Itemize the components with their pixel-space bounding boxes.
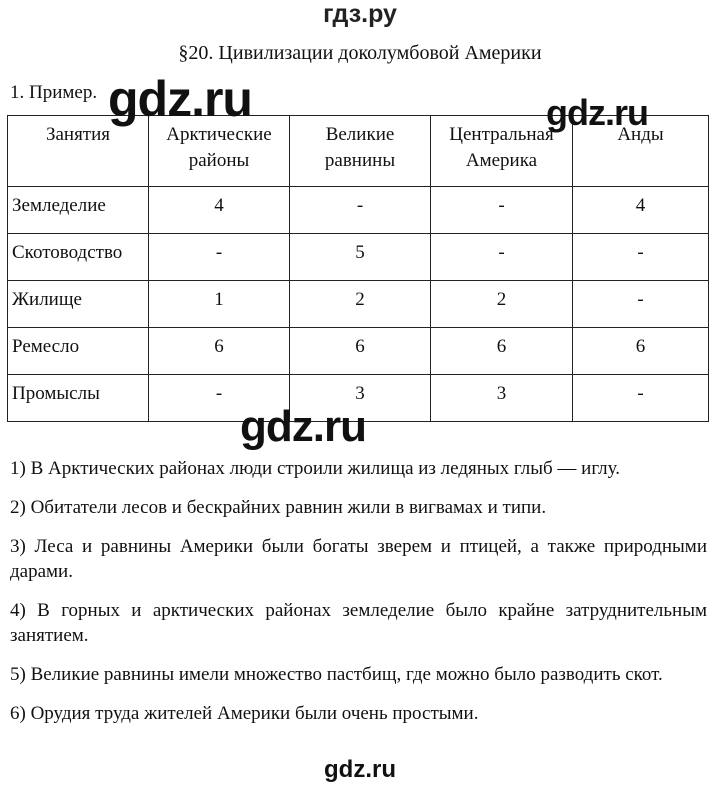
table-cell: 3 bbox=[290, 375, 431, 422]
table-cell: 4 bbox=[573, 187, 709, 234]
row-label: Промыслы bbox=[8, 375, 149, 422]
table-cell: - bbox=[290, 187, 431, 234]
table-row bbox=[8, 234, 709, 281]
table-cell: 1 bbox=[149, 281, 290, 328]
table-cell: 6 bbox=[573, 328, 709, 375]
table-cell: 4 bbox=[149, 187, 290, 234]
occupations-table bbox=[7, 115, 709, 422]
column-header: Арктические районы bbox=[149, 116, 290, 187]
column-header: Великие равнины bbox=[290, 116, 431, 187]
table-cell: 5 bbox=[290, 234, 431, 281]
table-cell: - bbox=[573, 375, 709, 422]
table-cell: 2 bbox=[431, 281, 573, 328]
table-cell: 6 bbox=[290, 328, 431, 375]
paragraph: 4) В горных и арктических районах земледелие было крайне затруднительным занятием. bbox=[10, 600, 707, 646]
paragraph: 5) Великие равнины имели множество пастбищ, где можно было разводить скот. bbox=[10, 664, 663, 685]
table-cell: - bbox=[149, 234, 290, 281]
table-row bbox=[8, 281, 709, 328]
watermark-footer: gdz.ru bbox=[324, 756, 396, 783]
table-cell: - bbox=[431, 187, 573, 234]
site-name: гдз.ру bbox=[323, 0, 397, 28]
column-header: Занятия bbox=[8, 116, 149, 187]
column-header: Центральная Америка bbox=[431, 116, 573, 187]
watermark: gdz.ru bbox=[240, 402, 366, 451]
table-cell: 2 bbox=[290, 281, 431, 328]
table-row bbox=[8, 328, 709, 375]
page-title: §20. Цивилизации доколумбовой Америки bbox=[178, 42, 542, 64]
row-label: Земледелие bbox=[8, 187, 149, 234]
paragraph: 3) Леса и равнины Америки были богаты зверем и птицей, а также природными дарами. bbox=[10, 536, 707, 582]
paragraph: 1) В Арктических районах люди строили жилища из ледяных глыб — иглу. bbox=[10, 458, 621, 479]
row-label: Ремесло bbox=[8, 328, 149, 375]
table-cell: - bbox=[573, 234, 709, 281]
watermark: gdz.ru bbox=[546, 92, 648, 133]
table-cell: - bbox=[431, 234, 573, 281]
column-header: Анды bbox=[573, 116, 709, 187]
paragraph: 2) Обитатели лесов и бескрайних равнин жили в вигвамах и типи. bbox=[10, 497, 547, 518]
table-cell: - bbox=[149, 375, 290, 422]
paragraph: 6) Орудия труда жителей Америки были очень простыми. bbox=[10, 703, 479, 724]
table-cell: 6 bbox=[431, 328, 573, 375]
watermark: gdz.ru bbox=[108, 71, 252, 127]
task-intro: 1. Пример. bbox=[10, 82, 98, 103]
table-cell: - bbox=[573, 281, 709, 328]
table-cell: 6 bbox=[149, 328, 290, 375]
table-row bbox=[8, 187, 709, 234]
table-cell: 3 bbox=[431, 375, 573, 422]
row-label: Жилище bbox=[8, 281, 149, 328]
row-label: Скотоводство bbox=[8, 234, 149, 281]
answer-text bbox=[10, 456, 707, 740]
